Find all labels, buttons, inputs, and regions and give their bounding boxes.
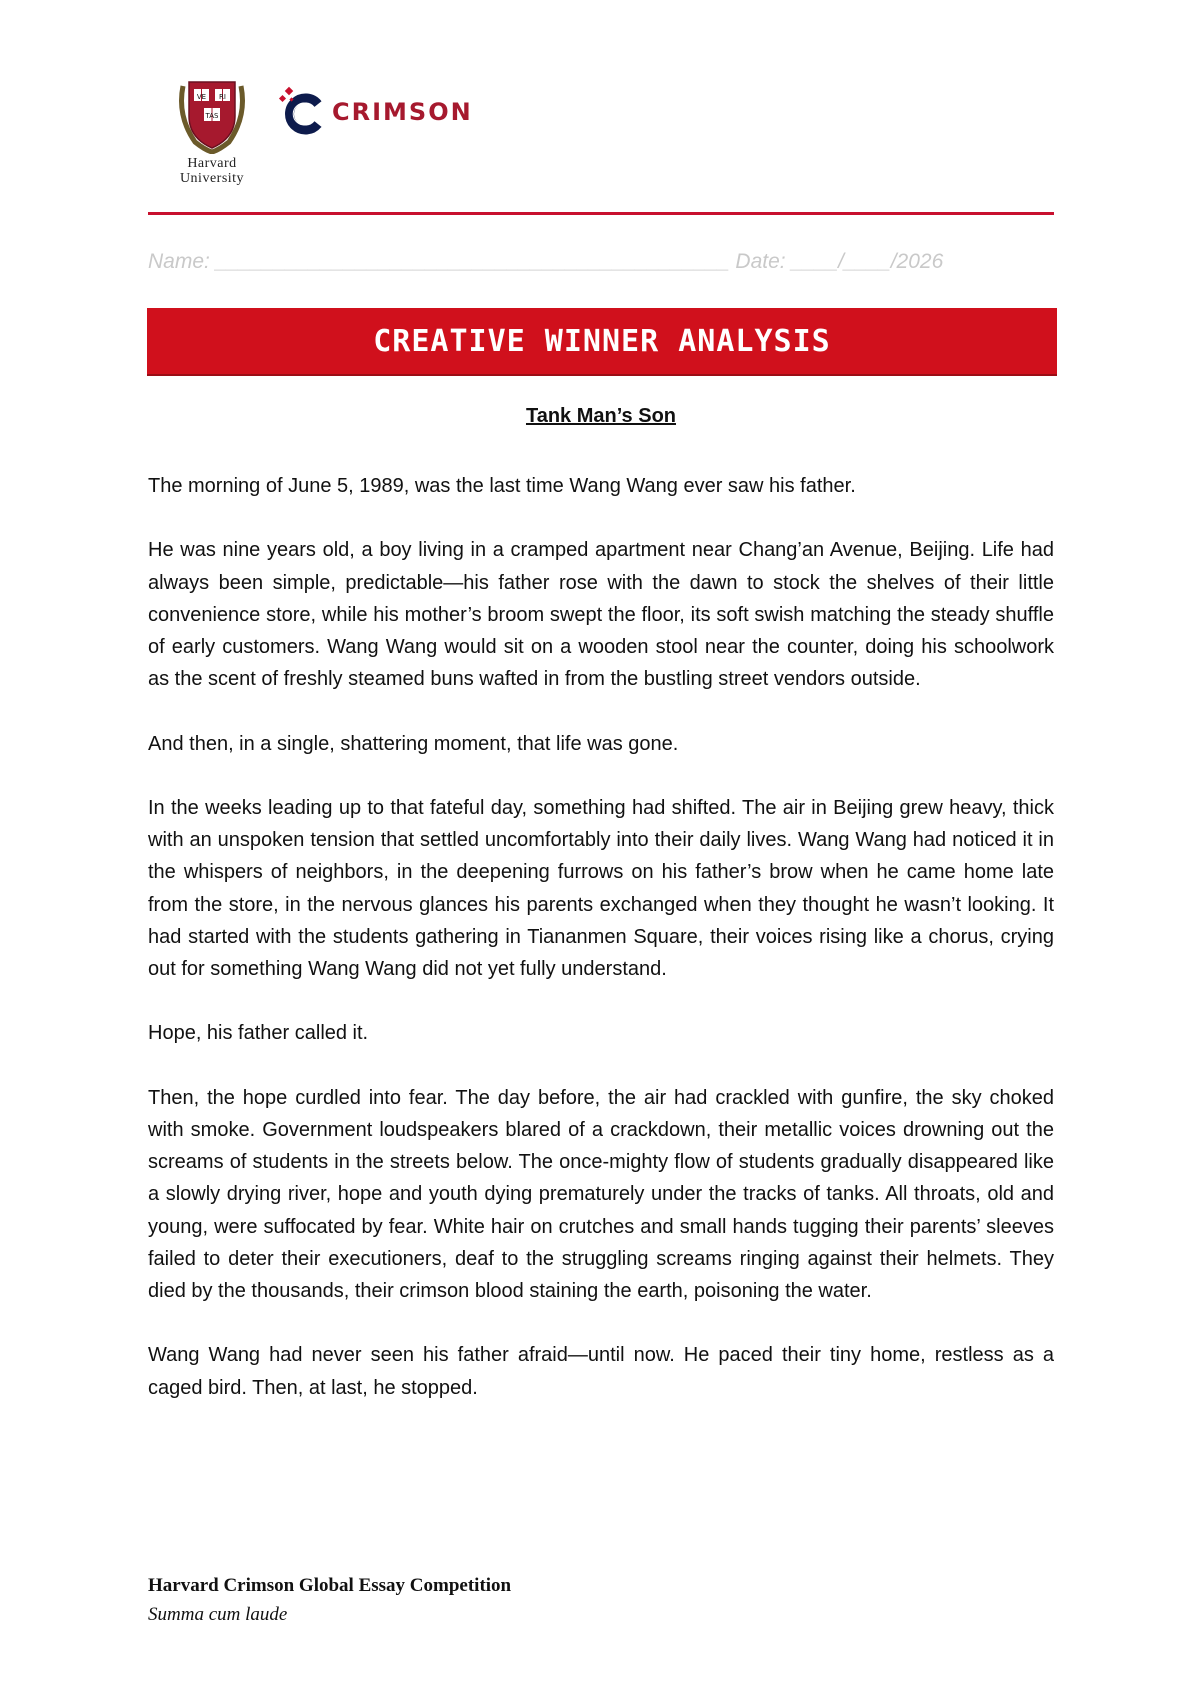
essay-paragraph: Hope, his father called it. <box>148 1022 369 1045</box>
harvard-shield-icon <box>175 76 249 154</box>
section-banner <box>147 308 1057 374</box>
banner-title: CREATIVE WINNER ANALYSIS <box>373 323 831 359</box>
footer-award: Summa cum laude <box>148 1604 288 1625</box>
essay-paragraph: He was nine years old, a boy living in a cramped apartment near Chang’an Avenue, Beijing. Life had always been simple, predictable—his father rose with the dawn to stock the shelves of their little convenience store, while his mother’s broom swept the floor, its soft swish matching the steady shuffle of early customers. Wang Wang would sit on a wooden stool near the counter, doing his schoolwork as the scent of freshly steamed buns wafted in from the bustling street vendors outside. <box>148 539 1054 691</box>
shield-text-2: RI <box>219 93 226 101</box>
essay-paragraph: Then, the hope curdled into fear. The day before, the air had crackled with gunfire, the sky choked with smoke. Government loudspeakers blared of a crackdown, their metallic voices drowning out the screams of students in the streets below. The once-mighty flow of students gradually disappeared like a slowly drying river, hope and youth dying prematurely under the tracks of tanks. All throats, old and young, were suffocated by fear. White hair on crutches and small hands tugging their parents’ sleeves failed to deter their executioners, deaf to the struggling screams ringing against their helmets. They died by the thousands, their crimson blood staining the earth, poisoning the water. <box>148 1086 1054 1302</box>
essay-paragraph: Wang Wang had never seen his father afraid—until now. He paced their tiny home, restless as a caged bird. Then, at last, he stopped. <box>148 1344 1054 1399</box>
essay-paragraph: And then, in a single, shattering moment, that life was gone. <box>148 732 679 755</box>
page-footer <box>148 1571 848 1629</box>
harvard-logo <box>164 76 260 194</box>
shield-text-3: TAS <box>205 112 219 120</box>
crimson-logo <box>278 84 473 140</box>
essay-title: Tank Man’s Son <box>525 405 677 427</box>
name-date-line: Name: ____________________________________________ Date: ____/____/2026 <box>148 250 944 273</box>
harvard-name: Harvard University <box>179 156 245 186</box>
crimson-wordmark: CRIMSON <box>332 98 473 126</box>
footer-organization: Harvard Crimson Global Essay Competition <box>148 1575 512 1596</box>
shield-text-1: VE <box>196 93 207 101</box>
crimson-c-icon <box>278 84 326 140</box>
essay-body <box>148 470 1054 1436</box>
header-divider <box>148 212 1054 215</box>
essay-paragraph: The morning of June 5, 1989, was the last time Wang Wang ever saw his father. <box>148 475 856 497</box>
essay-paragraph: In the weeks leading up to that fateful day, something had shifted. The air in Beijing grew heavy, thick with an unspoken tension that settled uncomfortably into their daily lives. Wang Wang had noticed it in the whispers of neighbors, in the deepening furrows on his father’s brow when he came home late from the store, in the nervous glances his parents exchanged when they thought he wasn’t looking. It had started with the students gathering in Tiananmen Square, their voices rising like a chorus, crying out for something Wang Wang did not yet fully understand. <box>148 796 1054 980</box>
